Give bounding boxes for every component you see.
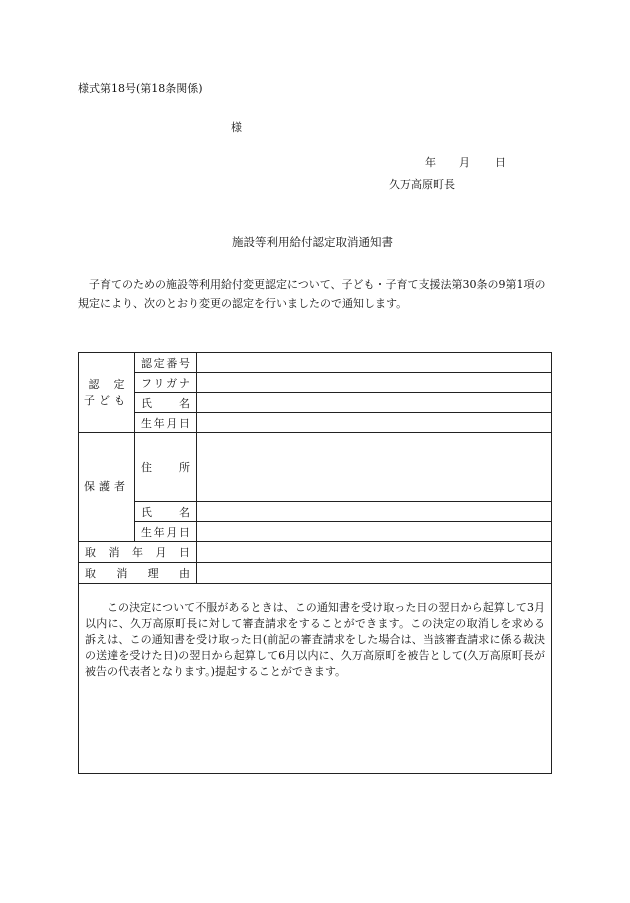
furigana-field[interactable]: [197, 373, 552, 393]
child-group-label: [79, 353, 135, 433]
certification-table: [78, 352, 552, 774]
document-title: 施設等利用給付認定取消通知書: [232, 235, 393, 249]
date-year-label: 年: [425, 156, 436, 169]
form-number: 様式第18号(第18条関係): [78, 82, 203, 95]
date-month-label: 月: [459, 156, 470, 169]
intro-paragraph: 子育てのための施設等利用給付変更認定について、子ども・子育て支援法第30条の9第1項の規定により、次のとおり変更の認定を行いましたので通知します。: [78, 278, 546, 310]
cancel-reason-label: 取消理由: [79, 563, 197, 584]
cancel-reason-field[interactable]: [197, 563, 552, 584]
guardian-birthdate-label: 生年月日: [135, 522, 197, 542]
child-birthdate-field[interactable]: [197, 413, 552, 433]
child-group-line1: 認 定: [88, 377, 125, 391]
child-group-line2: 子ども: [84, 393, 129, 407]
guardian-birthdate-field[interactable]: [197, 522, 552, 542]
address-label: 住 所: [135, 433, 197, 502]
furigana-label: フリガナ: [135, 373, 197, 393]
cert-number-field[interactable]: [197, 353, 552, 373]
cancel-date-field[interactable]: [197, 542, 552, 563]
child-birthdate-label: 生年月日: [135, 413, 197, 433]
issuer: 久万高原町長: [389, 178, 455, 191]
guardian-name-field[interactable]: [197, 502, 552, 522]
address-field[interactable]: [197, 433, 552, 502]
appeal-notice-cell: [79, 584, 552, 774]
appeal-notice-text: この決定について不服があるときは、この通知書を受け取った日の翌日から起算して3月以内に、久万高原町長に対して審査請求をすることができます。この決定の取消しを求める訴えは、この通知書を受け取った日(前記の審査請求をした場合は、当該審査請求に係る裁決の送達を受けた日)の翌日から起算して6月以内に、久万高原町を被告として(久万高原町長が被告の代表者となります。)提起することができます。: [85, 601, 545, 678]
child-name-field[interactable]: [197, 393, 552, 413]
cert-number-label: 認定番号: [135, 353, 197, 373]
guardian-group-label: 保護者: [79, 433, 135, 542]
addressee-suffix: 様: [231, 121, 242, 134]
child-name-label: 氏 名: [135, 393, 197, 413]
date-day-label: 日: [495, 156, 506, 169]
cancel-date-label: 取消年月日: [79, 542, 197, 563]
guardian-name-label: 氏 名: [135, 502, 197, 522]
